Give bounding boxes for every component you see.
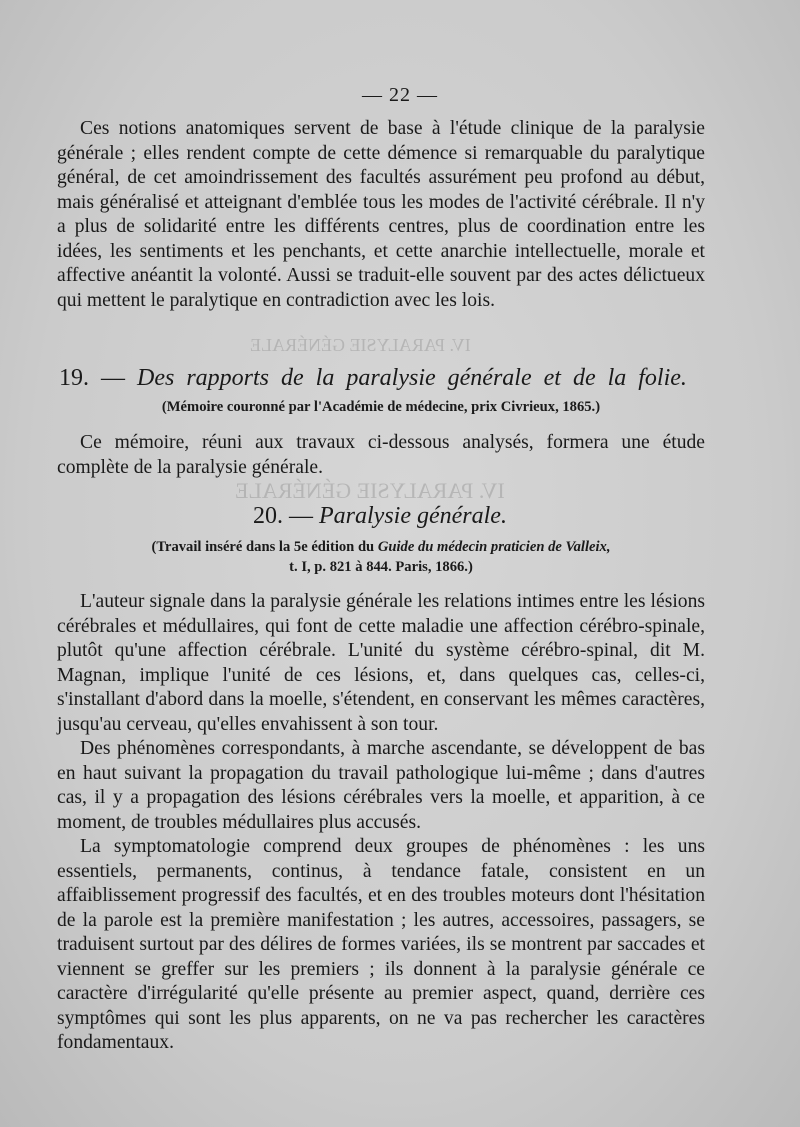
section-19-body bbox=[57, 431, 705, 480]
section-19-title: Des rapports de la paralysie générale et de la folie. bbox=[137, 365, 687, 391]
bleed-through-heading: IV. PARALYSIE GÉNÉRALE bbox=[235, 478, 505, 503]
section-20-note-prefix: (Travail inséré dans la 5e édition du bbox=[151, 539, 378, 555]
intro-paragraph: Ces notions anatomiques servent de base à l'étude clinique de la paralysie générale ; elles rendent compte de cette démence si remarquable du paralytique général, de cet amoindrissement des facultés assurément peu profond au début, mais généralisé et atteignant d'emblée tous les modes de l'activité cérébrale. Il n'y a plus de solidarité entre les différents centres, plus de coordination entre les idées, les sentiments et les penchants, et cette anarchie intellectuelle, morale et affective anéantit la volonté. Aussi se traduit-elle souvent par des actes délictueux qui mettent le paralytique en contradiction avec les lois. bbox=[57, 118, 705, 311]
intro-paragraph-block bbox=[57, 117, 705, 313]
section-20-dash: — bbox=[289, 503, 314, 529]
section-20-heading bbox=[0, 502, 760, 530]
section-19-dash: — bbox=[101, 365, 125, 391]
bleed-through-text: IV. PARALYSIE GÉNÉRALE bbox=[250, 335, 471, 355]
section-19-number: 19. bbox=[59, 365, 89, 391]
section-20-paragraph-3: La symptomatologie comprend deux groupes de phénomènes : les uns essentiels, permanents, continus, à tendance fatale, consistent en un affaiblissement progressif des facultés, et en des troubles moteurs dont l'hésitation de la parole est la première manifestation ; les autres, accessoires, passagers, se traduisent surtout par des délires de formes variées, ils se montrent par saccades et viennent se greffer sur les premiers ; ils donnent à la paralysie générale ce caractère d'irrégularité qu'elle présente au premier aspect, quand, derrière ces symptômes qui sont les plus apparents, on ne va pas rechercher les caractères fondamentaux. bbox=[57, 836, 705, 1053]
section-20-note bbox=[57, 537, 705, 577]
section-19-paragraph: Ce mémoire, réuni aux travaux ci-dessous analysés, formera une étude complète de la paralysie générale. bbox=[57, 432, 705, 478]
section-20-note-line-1 bbox=[57, 537, 705, 557]
section-20-paragraph-2: Des phénomènes correspondants, à marche ascendante, se développent de bas en haut suivant la propagation du travail pathologique lui-même ; dans d'autres cas, il y a propagation des lésions cérébrales vers la moelle, et apparition, à ce moment, de troubles médullaires plus accusés. bbox=[57, 738, 705, 833]
section-20-number: 20. bbox=[253, 503, 284, 529]
section-19-note: (Mémoire couronné par l'Académie de médecine, prix Civrieux, 1865.) bbox=[161, 399, 601, 415]
section-20-title: Paralysie générale. bbox=[319, 503, 507, 529]
section-20-paragraph-1: L'auteur signale dans la paralysie générale les relations intimes entre les lésions cérébrales et médullaires, qui font de cette maladie une affection cérébro-spinale, plutôt qu'une affection cérébrale. L'unité du système cérébro-spinal, dit M. Magnan, implique l'unité de ces lésions, et, dans quelques cas, celles-ci, s'installant d'abord dans la moelle, s'étendent, en conservant les mêmes caractères, jusqu'au cerveau, qu'elles envahissent à son tour. bbox=[57, 591, 705, 735]
section-19-heading bbox=[57, 364, 705, 392]
section-20-note-italic: Guide du médecin praticien de Valleix, bbox=[377, 539, 611, 555]
section-20-note-line-2: t. I, p. 821 à 844. Paris, 1866.) bbox=[289, 559, 473, 575]
page-number: — 22 — bbox=[362, 84, 438, 106]
section-20-body bbox=[57, 590, 705, 1056]
